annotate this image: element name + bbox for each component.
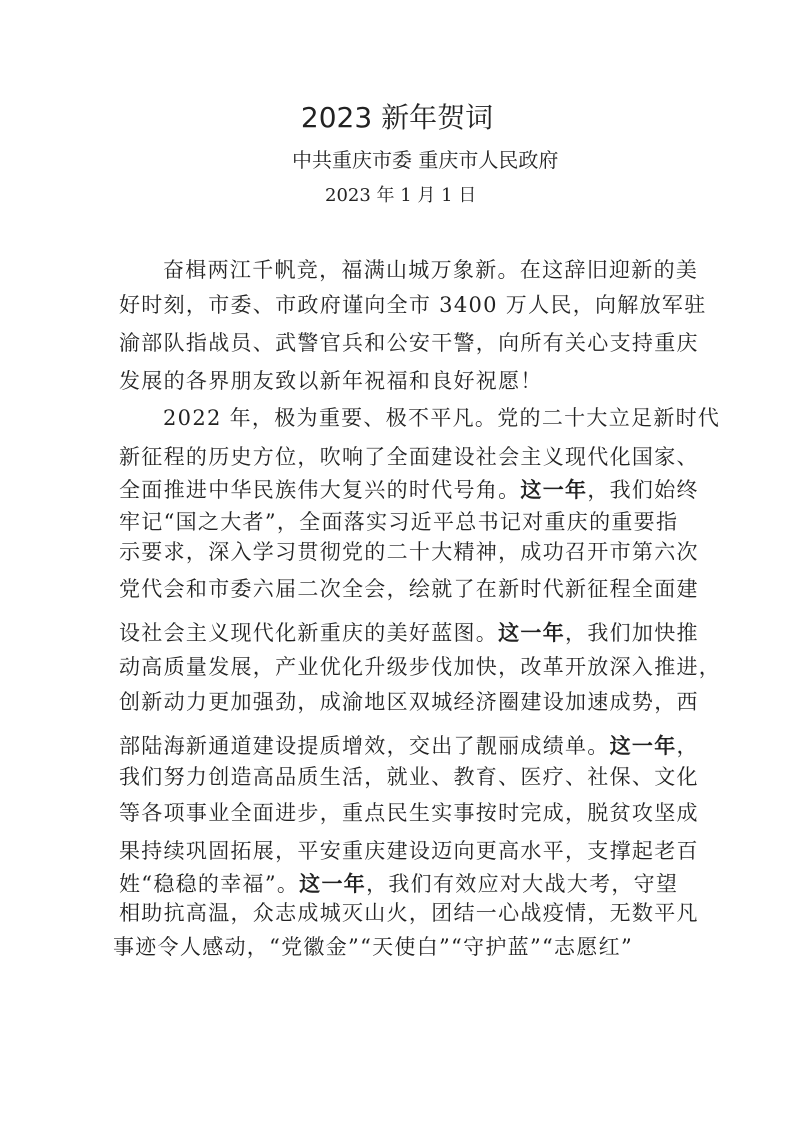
document-date: 2023 年 1 月 1 日	[325, 185, 477, 206]
text-line	[119, 734, 699, 758]
text-line	[119, 901, 699, 925]
text-line	[119, 478, 699, 502]
text-line	[163, 258, 698, 282]
text-span: 好时刻，市委、市政府谨向全市 3400 万人民，向解放军驻	[119, 293, 707, 317]
text-line	[119, 445, 699, 469]
text-line	[119, 510, 678, 534]
text-span: 示要求，深入学习贯彻党的二十大精神，成功召开市第六次	[119, 540, 699, 564]
text-line	[119, 872, 678, 896]
text-span: 渝部队指战员、武警官兵和公安干警，向所有关心支持重庆	[119, 331, 699, 355]
text-span: 部陆海新通道建设提质增效，交出了靓丽成绩单。	[119, 734, 610, 758]
bold-emphasis: 这一年	[609, 734, 677, 758]
text-line	[119, 369, 543, 393]
document-title: 2023 新年贺词	[300, 101, 494, 134]
bold-emphasis: 这一年	[299, 872, 367, 896]
text-span: 发展的各界朋友致以新年祝福和良好祝愿！	[119, 369, 543, 393]
text-line	[113, 935, 633, 959]
text-span: 党代会和市委六届二次全会，绘就了在新时代新征程全面建	[119, 577, 699, 601]
text-span: 果持续巩固拓展，平安重庆建设迈向更高水平，支撑起老百	[119, 839, 699, 863]
text-span: 设社会主义现代化新重庆的美好蓝图。	[119, 621, 499, 645]
text-span: 2022 年，极为重要、极不平凡。党的二十大立足新时代	[163, 406, 721, 430]
text-line	[163, 406, 720, 430]
text-line	[119, 839, 699, 863]
text-span: 创新动力更加强劲，成渝地区双城经济圈建设加速成势，西	[119, 690, 699, 714]
text-line	[119, 331, 699, 355]
text-span: 奋楫两江千帆竞，福满山城万象新。在这辞旧迎新的美	[163, 258, 699, 282]
text-span: 我们努力创造高品质生活，就业、教育、医疗、社保、文化	[119, 765, 699, 789]
bold-emphasis: 这一年	[498, 621, 566, 645]
text-span: 等各项事业全面进步，重点民生实事按时完成，脱贫攻坚成	[119, 801, 699, 825]
text-span: ，我们加快推	[565, 621, 699, 645]
text-span: 姓“稳稳的幸福”。	[119, 872, 300, 896]
bold-emphasis: 这一年	[520, 478, 588, 502]
text-span: 动高质量发展，产业优化升级步伐加快，改革开放深入推进，	[119, 655, 722, 679]
text-span: 牢记“国之大者”，全面落实习近平总书记对重庆的重要指	[119, 510, 679, 534]
text-span: ，	[676, 734, 699, 758]
text-line	[119, 621, 699, 645]
text-span: ，我们始终	[587, 478, 699, 502]
text-line	[119, 293, 707, 317]
text-span: 新征程的历史方位，吹响了全面建设社会主义现代化国家、	[119, 445, 699, 469]
text-line	[119, 655, 721, 679]
text-line	[119, 765, 699, 789]
text-span: 全面推进中华民族伟大复兴的时代号角。	[119, 478, 521, 502]
document-authors: 中共重庆市委 重庆市人民政府	[292, 148, 559, 172]
text-line	[119, 690, 699, 714]
text-line	[119, 801, 699, 825]
text-line	[119, 540, 699, 564]
text-span: ，我们有效应对大战大考，守望	[366, 872, 679, 896]
text-span: 相助抗高温，众志成城灭山火，团结一心战疫情，无数平凡	[119, 901, 699, 925]
text-line	[119, 577, 699, 601]
text-span: 事迹令人感动，“党徽金”“天使白”“守护蓝”“志愿红”	[113, 935, 633, 959]
